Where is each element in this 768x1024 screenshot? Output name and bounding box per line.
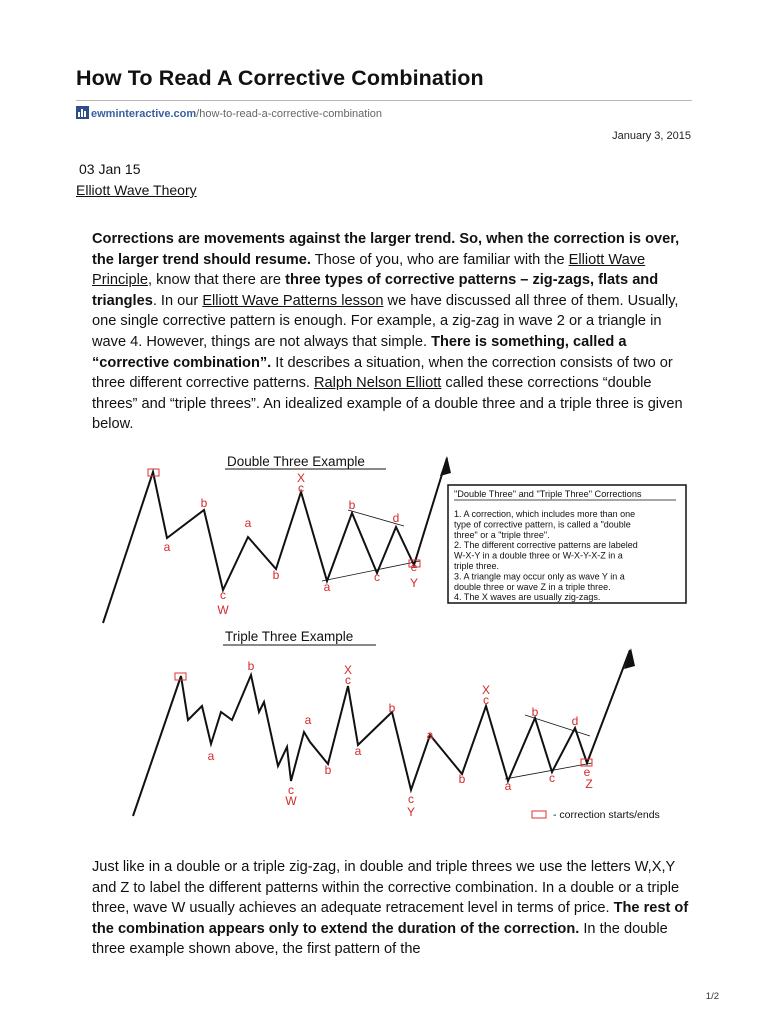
- info-box-lines: [454, 509, 638, 602]
- info-box-line: 2. The different corrective patterns are labeled: [454, 540, 638, 551]
- wave-label: b: [531, 705, 539, 719]
- text-run: In the double three example shown above, the first pattern of the: [92, 920, 668, 958]
- text-run: Just like in a double or a triple zig-zag, in double and triple threes we use the letters W,X,Y and Z to label the different patterns within the corrective combination. In a double or a triple three, wave W usually achieves an adequate retracement level in terms of price.: [92, 859, 680, 917]
- text-run: we have discussed all three of them. Usually, one single corrective pattern is enough. For example, a zig-zag in wave 2 or a triangle in wave 4. However, things are not always that simple.: [92, 292, 679, 350]
- post-date: 03 Jan 15: [79, 161, 141, 177]
- wave-label: e: [410, 560, 418, 574]
- publish-date: January 3, 2015: [612, 130, 691, 142]
- info-box-line: triple three.: [454, 561, 500, 571]
- wave-label: X: [481, 683, 491, 697]
- wave-label: b: [388, 701, 396, 715]
- legend-text: - correction starts/ends: [553, 809, 660, 821]
- wave-label: W: [285, 794, 297, 808]
- source-path[interactable]: /how-to-read-a-corrective-combination: [196, 108, 383, 120]
- double-three-title: Double Three Example: [227, 454, 365, 469]
- wave-label: c: [298, 481, 304, 495]
- info-box-line: three" or a "triple three".: [454, 529, 550, 540]
- wave-label: c: [408, 792, 414, 806]
- wave-label: a: [323, 580, 331, 594]
- wave-label: d: [392, 511, 400, 525]
- wave-label: d: [571, 714, 579, 728]
- legend-marker-icon: [532, 811, 546, 818]
- bold-text: The rest of the combination appears only to extend the duration of the correction.: [92, 900, 689, 937]
- info-box-line: 4. The X waves are usually zig-zags.: [454, 592, 601, 603]
- wave-label: a: [163, 540, 171, 554]
- wave-label: c: [345, 673, 351, 687]
- double-three-wave: [103, 458, 447, 623]
- triple-three-wave: [133, 650, 630, 816]
- info-box-line: W-X-Y in a double three or W-X-Y-X-Z in a: [454, 550, 623, 561]
- info-box-title: "Double Three" and "Triple Three" Corrections: [454, 489, 642, 499]
- wave-label: b: [272, 568, 280, 582]
- wave-label: a: [426, 728, 434, 742]
- info-box-line: type of corrective pattern, is called a "double: [454, 519, 631, 530]
- text-run: , know that there are: [147, 272, 286, 289]
- body-paragraph: [92, 857, 692, 960]
- wave-label: b: [247, 659, 255, 673]
- wave-label: c: [549, 771, 555, 785]
- triple-three-title: Triple Three Example: [225, 629, 354, 644]
- bold-text: There is something, called a “corrective combination”.: [92, 333, 627, 371]
- text-run: It describes a situation, when the correction consists of two or three different corrective patterns.: [92, 354, 673, 392]
- bold-text: Corrections are movements against the larger trend. So, when the correction is over, the larger trend should resume.: [92, 231, 680, 268]
- triple-wave-labels: [208, 659, 593, 819]
- wave-label: c: [288, 783, 294, 797]
- source-link[interactable]: [76, 106, 382, 122]
- title-divider: [76, 100, 692, 101]
- wave-label: X: [296, 471, 306, 485]
- marker-legend: [532, 809, 660, 821]
- info-box-line: 1. A correction, which includes more than one: [454, 509, 636, 519]
- wave-label: b: [200, 496, 208, 510]
- double-arrowhead-icon: [440, 456, 451, 476]
- double-three-chart: [103, 454, 451, 623]
- wave-label: W: [217, 603, 229, 617]
- wave-label: a: [207, 749, 215, 763]
- wave-label: Y: [406, 805, 416, 819]
- intro-paragraph: [92, 229, 692, 435]
- wave-label: c: [220, 588, 226, 602]
- bold-text: three types of corrective patterns – zig-zags, flats and triangles: [92, 272, 659, 309]
- wave-label: c: [374, 570, 380, 584]
- wave-label: a: [304, 713, 312, 727]
- triangle-lower-line: [322, 561, 420, 581]
- info-box-line: double three or wave Z in a triple three.: [454, 581, 611, 592]
- inline-link[interactable]: Elliott Wave Patterns lesson: [202, 292, 384, 309]
- page-number: 1/2: [705, 991, 719, 1002]
- info-box: [448, 485, 686, 603]
- info-box-line: 3. A triangle may occur only as wave Y in a: [454, 571, 625, 582]
- wave-label: Y: [409, 576, 419, 590]
- inline-link[interactable]: Ralph Nelson Elliott: [314, 375, 442, 392]
- text-run: called these corrections “double threes” and “triple threes”. An idealized example of a double three and a triple three is given below.: [92, 375, 683, 433]
- wave-label: e: [583, 765, 591, 779]
- article-title: How To Read A Corrective Combination: [76, 66, 484, 90]
- category-link[interactable]: Elliott Wave Theory: [76, 182, 197, 198]
- text-run: Those of you, who are familiar with the: [310, 251, 569, 268]
- wave-diagram: [90, 450, 700, 840]
- double-wave-labels: [164, 471, 418, 617]
- inline-link[interactable]: Elliott Wave Principle: [92, 251, 646, 289]
- triple-three-chart: [133, 629, 635, 819]
- wave-label: X: [343, 663, 353, 677]
- text-run: . In our: [152, 292, 203, 309]
- wave-label: Z: [585, 777, 593, 791]
- site-favicon-icon: [76, 106, 89, 119]
- wave-label: a: [244, 516, 252, 530]
- source-domain[interactable]: ewminteractive.com: [91, 108, 197, 120]
- wave-label: a: [504, 779, 512, 793]
- wave-label: b: [458, 772, 466, 786]
- wave-label: a: [354, 744, 362, 758]
- wave-label: b: [348, 498, 356, 512]
- wave-label: c: [483, 693, 489, 707]
- wave-label: b: [324, 763, 332, 777]
